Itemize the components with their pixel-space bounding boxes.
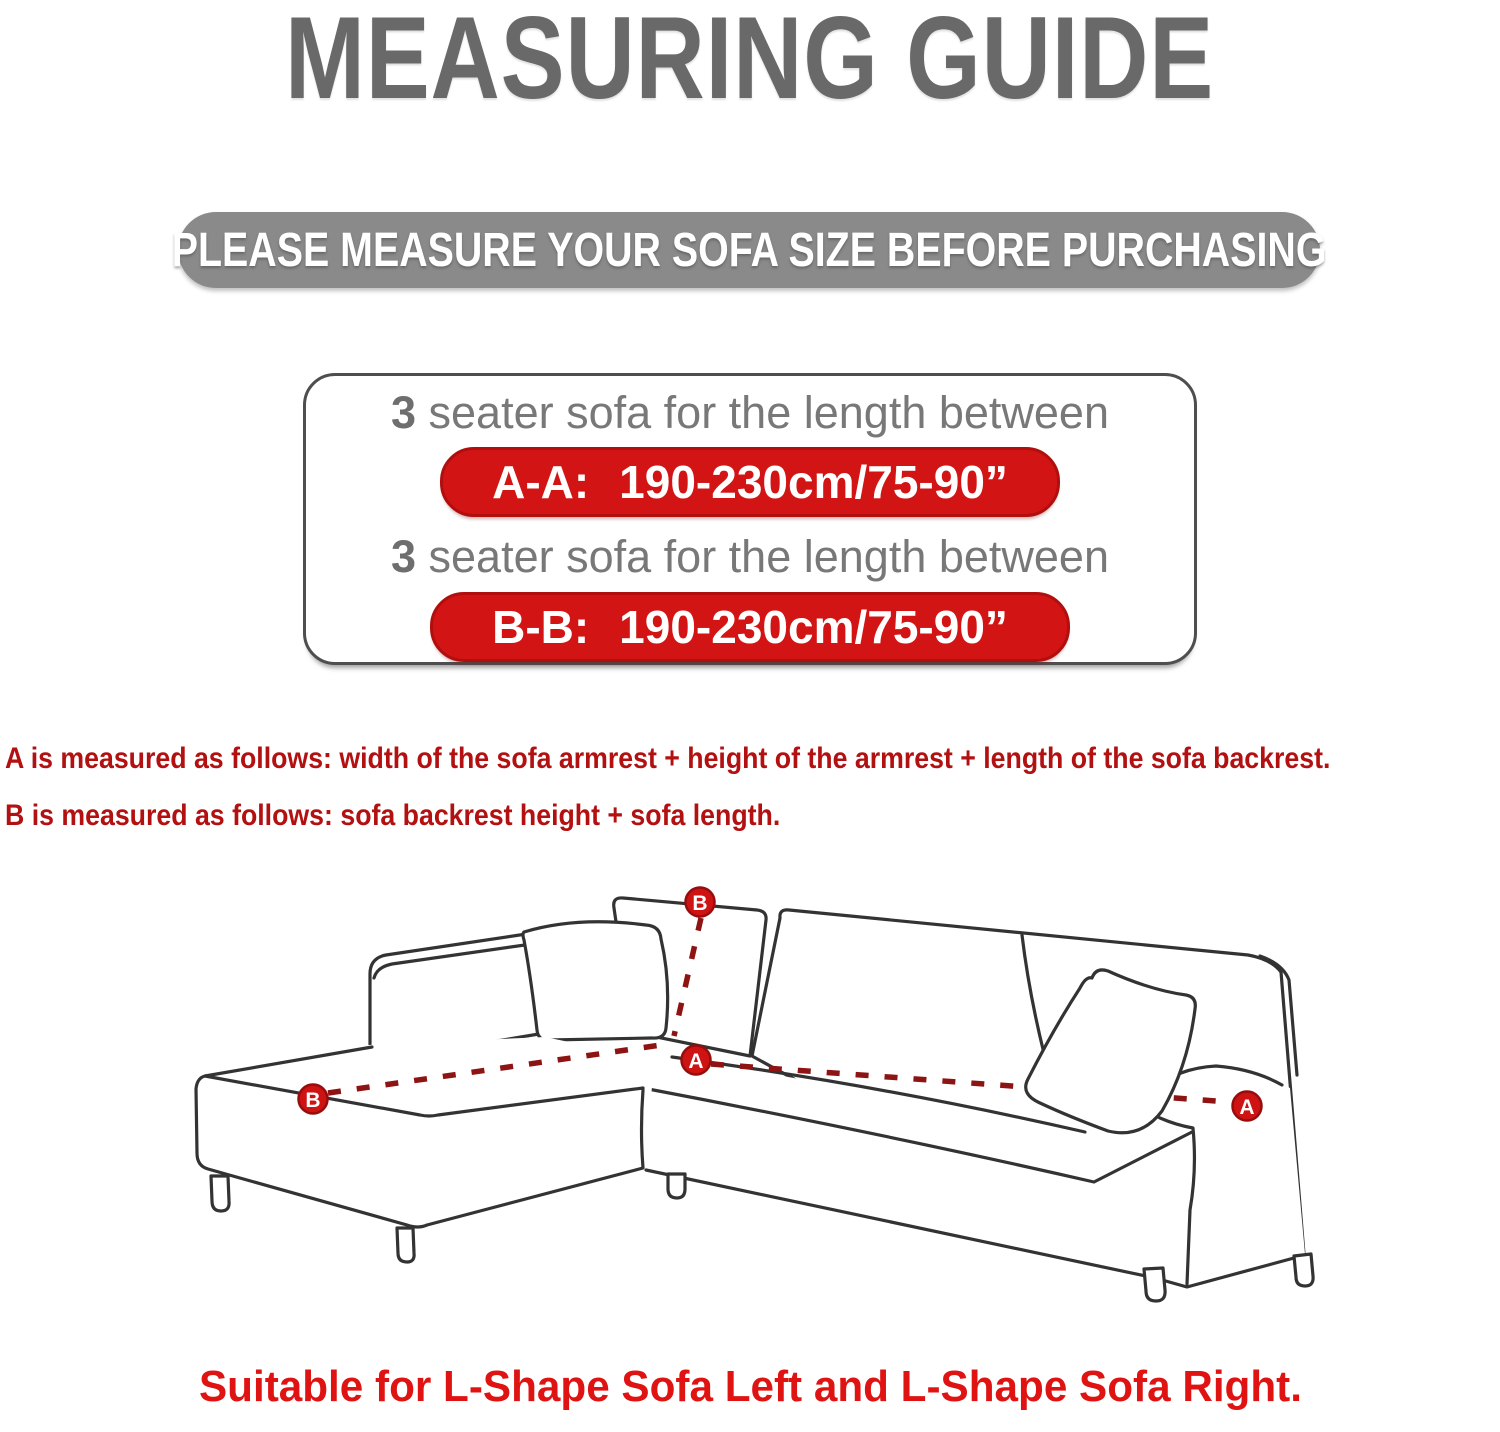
- size-line-a: [391, 387, 1109, 439]
- size-info-box: [303, 373, 1197, 665]
- page-title-row: [0, 0, 1500, 125]
- sofa-leg: [668, 1174, 685, 1198]
- note-measure-b: B is measured as follows: sofa backrest height + sofa length.: [5, 799, 781, 832]
- measure-warning-text: PLEASE MEASURE YOUR SOFA SIZE BEFORE PURCHASING: [171, 223, 1327, 277]
- sofa-leg: [1144, 1268, 1165, 1301]
- measurement-notes: [5, 742, 1499, 856]
- suitability-note: Suitable for L-Shape Sofa Left and L-Shape Sofa Right.: [198, 1362, 1302, 1411]
- note-measure-a: A is measured as follows: width of the sofa armrest + height of the armrest + length of the sofa backrest.: [5, 742, 1331, 775]
- size-line-b: [391, 531, 1109, 583]
- marker-a-right-label: A: [1239, 1096, 1255, 1119]
- l-shape-sofa-diagram: [0, 870, 1500, 1340]
- sofa-leg: [397, 1228, 414, 1262]
- size-pill-a-value: 190-230cm/75-90”: [619, 456, 1008, 508]
- size-pill-b-value: 190-230cm/75-90”: [619, 601, 1008, 653]
- chaise-pillow: [523, 922, 668, 1040]
- size-line-a-prefix: 3: [391, 387, 417, 438]
- size-pill-a: [440, 447, 1060, 517]
- sofa-leg: [1294, 1254, 1313, 1286]
- marker-b-top-label: B: [692, 892, 708, 915]
- sofa-leg: [211, 1176, 229, 1211]
- size-pill-a-label: A-A:: [492, 456, 590, 508]
- footer-row: [0, 1362, 1500, 1412]
- marker-b-left-label: B: [305, 1089, 321, 1112]
- marker-a-corner-label: A: [688, 1050, 704, 1073]
- size-line-b-rest: seater sofa for the length between: [416, 531, 1109, 582]
- size-pill-b-label: B-B:: [492, 601, 590, 653]
- measure-warning-banner: [171, 212, 1327, 288]
- page-title: MEASURING GUIDE: [285, 0, 1215, 123]
- size-line-a-rest: seater sofa for the length between: [416, 387, 1109, 438]
- size-line-b-prefix: 3: [391, 531, 417, 582]
- size-pill-b: [430, 592, 1070, 662]
